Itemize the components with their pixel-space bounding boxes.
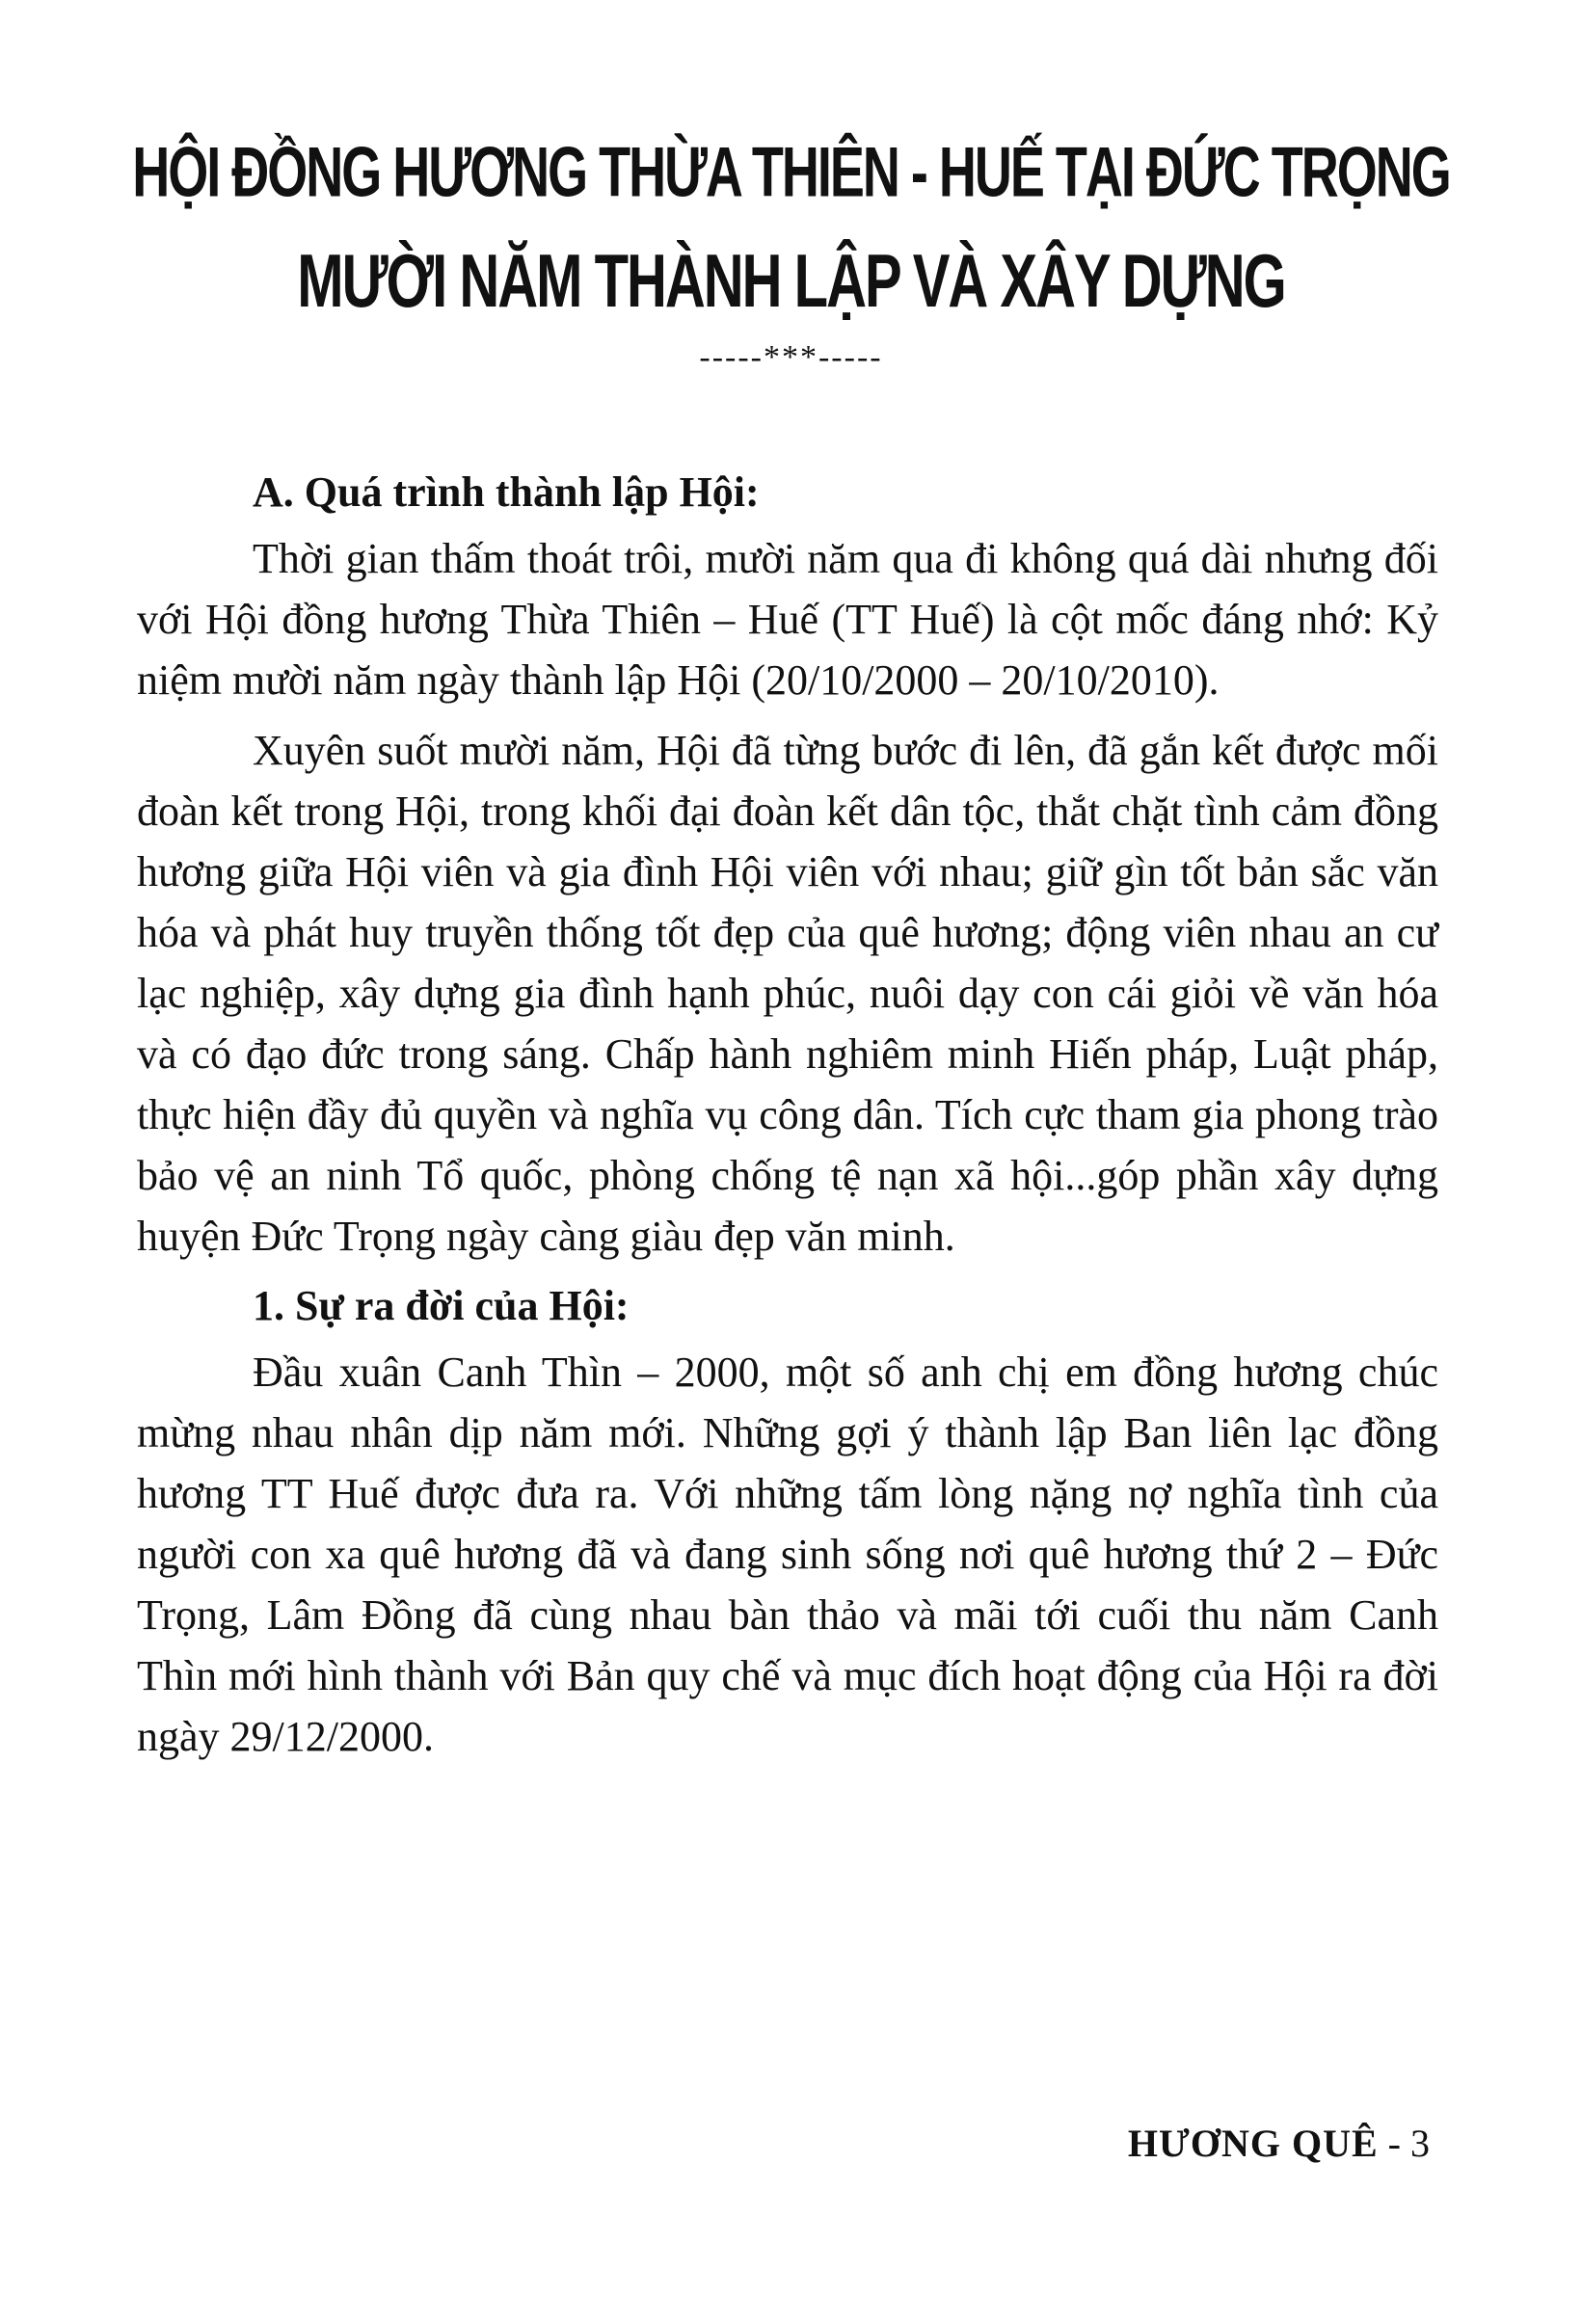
document-title-line-1: HỘI ĐỒNG HƯƠNG THỪA THIÊN - HUẾ TẠI ĐỨC TRỌNG [132, 133, 1450, 212]
document-body [137, 463, 1438, 1776]
publication-name: HƯƠNG QUÊ [1127, 2122, 1379, 2165]
section-1-paragraph-1: Đầu xuân Canh Thìn – 2000, một số anh chị em đồng hương chúc mừng nhau nhân dịp năm mới. Những gợi ý thành lập Ban liên lạc đồng hương TT Huế được đưa ra. Với những tấm lòng nặng nợ nghĩa tình của người con xa quê hương đã và đang sinh sống nơi quê hương thứ 2 – Đức Trọng, Lâm Đồng đã cùng nhau bàn thảo và mãi tới cuối thu năm Canh Thìn mới hình thành với Bản quy chế và mục đích hoạt động của Hội ra đời ngày 29/12/2000. [137, 1349, 1438, 1760]
section-a-paragraph-1: Thời gian thấm thoát trôi, mười năm qua đi không quá dài nhưng đối với Hội đồng hương Thừa Thiên – Huế (TT Huế) là cột mốc đáng nhớ: Kỷ niệm mười năm ngày thành lập Hội (20/10/2000 – 20/10/2010). [137, 535, 1438, 704]
page-number: 3 [1410, 2122, 1430, 2165]
page-footer [1128, 2121, 1430, 2166]
footer-separator: - [1378, 2122, 1410, 2165]
section-1-heading: 1. Sự ra đời của Hội: [253, 1282, 630, 1329]
section-a-heading: A. Quá trình thành lập Hội: [253, 468, 760, 516]
document-title-line-2: MƯỜI NĂM THÀNH LẬP VÀ XÂY DỰNG [297, 238, 1285, 324]
title-separator: -----***----- [699, 339, 883, 375]
section-a-paragraph-2: Xuyên suốt mười năm, Hội đã từng bước đi lên, đã gắn kết được mối đoàn kết trong Hội, trong khối đại đoàn kết dân tộc, thắt chặt tình cảm đồng hương giữa Hội viên và gia đình Hội viên với nhau; giữ gìn tốt bản sắc văn hóa và phát huy truyền thống tốt đẹp của quê hương; động viên nhau an cư lạc nghiệp, xây dựng gia đình hạnh phúc, nuôi dạy con cái giỏi về văn hóa và có đạo đức trong sáng. Chấp hành nghiêm minh Hiến pháp, Luật pháp, thực hiện đầy đủ quyền và nghĩa vụ công dân. Tích cực tham gia phong trào bảo vệ an ninh Tổ quốc, phòng chống tệ nạn xã hội...góp phần xây dựng huyện Đức Trọng ngày càng giàu đẹp văn minh. [137, 727, 1438, 1260]
